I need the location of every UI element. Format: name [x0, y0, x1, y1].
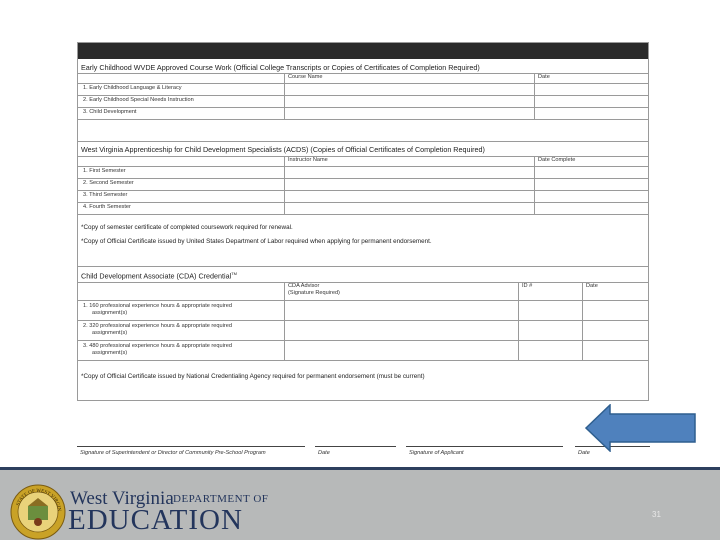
form-header-bar [78, 43, 648, 59]
section2-note-2: *Copy of Official Certificate issued by United States Department of Labor required when applying for permanent endorsement. [81, 238, 432, 245]
seal-text: STATE OF WEST VIRGIN [16, 488, 62, 512]
signature-label-date-1: Date [318, 450, 330, 456]
section2-title: West Virginia Apprenticeship for Child Development Specialists (ACDS) (Copies of Official Certificates of Completion Required) [81, 145, 485, 154]
section3-row-1-cont: assignment(s) [92, 310, 128, 316]
trademark-mark: TM [231, 271, 237, 276]
signature-line-date-1[interactable] [315, 446, 396, 447]
section3-row-3: 3. 480 professional experience hours & appropriate required [83, 343, 232, 349]
signature-label-applicant: Signature of Applicant [409, 450, 464, 456]
section3-row-1: 1. 160 professional experience hours & appropriate required [83, 303, 232, 309]
endorsement-form [77, 42, 649, 401]
signature-line-superintendent[interactable] [77, 446, 305, 447]
left-arrow-shape [586, 405, 695, 451]
signature-label-date-2: Date [578, 450, 590, 456]
section3-row-2-cont: assignment(s) [92, 330, 128, 336]
section3-row-2: 2. 320 professional experience hours & appropriate required [83, 323, 232, 329]
section3-title: Child Development Associate (CDA) Credential™ [81, 271, 237, 281]
section3-col-id: ID # [522, 283, 533, 289]
page-number: 31 [652, 510, 661, 519]
left-arrow-icon [585, 404, 697, 452]
section2-col-instructor: Instructor Name [288, 157, 328, 163]
section3-col-date: Date [586, 283, 598, 289]
section1-col-course: Course Name [288, 74, 323, 80]
section1-title: Early Childhood WVDE Approved Course Work (Official College Transcripts or Copies of Certificates of Completion Required) [81, 63, 480, 72]
section3-row-3-cont: assignment(s) [92, 350, 128, 356]
section1-col-date: Date [538, 74, 550, 80]
section3-col-advisor: CDA Advisor [288, 283, 320, 289]
section1-row-1: 1. Early Childhood Language & Literacy [83, 85, 182, 91]
section2-row-1: 1. First Semester [83, 168, 126, 174]
signature-line-applicant[interactable] [406, 446, 563, 447]
section1-row-3: 3. Child Development [83, 109, 137, 115]
section3-col-advisor-note: (Signature Required) [288, 290, 340, 296]
section2-row-3: 3. Third Semester [83, 192, 128, 198]
footer-dept-label: DEPARTMENT OF [173, 493, 269, 505]
footer-education-label: EDUCATION [68, 504, 243, 536]
section2-col-date: Date Complete [538, 157, 576, 163]
section3-note: *Copy of Official Certificate issued by National Credentialing Agency required for permanent endorsement (must be current) [81, 373, 425, 380]
state-seal-icon [10, 484, 66, 540]
section2-note-1: *Copy of semester certificate of completed coursework required for renewal. [81, 224, 293, 231]
signature-label-superintendent: Signature of Superintendent or Director of Community Pre-School Program [80, 450, 266, 456]
section2-row-2: 2. Second Semester [83, 180, 134, 186]
section2-row-4: 4. Fourth Semester [83, 204, 131, 210]
footer-state-name: West Virginia [70, 488, 174, 509]
section1-row-2: 2. Early Childhood Special Needs Instruction [83, 97, 194, 103]
